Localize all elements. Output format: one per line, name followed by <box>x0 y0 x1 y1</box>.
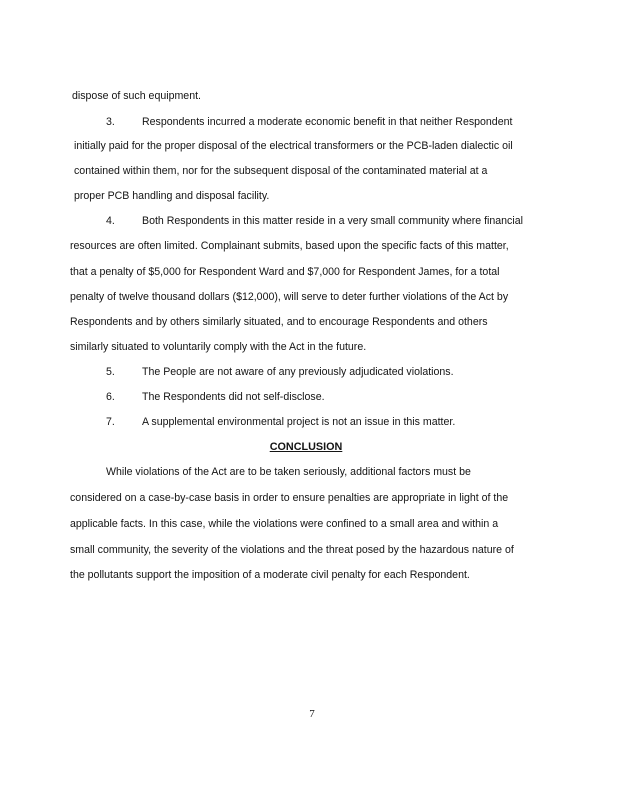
item-number: 6. <box>106 391 115 403</box>
item-number: 4. <box>106 215 115 227</box>
continued-line: dispose of such equipment. <box>72 90 201 102</box>
page-number: 7 <box>309 708 315 720</box>
conclusion-heading: CONCLUSION <box>269 441 343 453</box>
item-text-line: Respondents incurred a moderate economic benefit in that neither Respondent <box>142 116 513 128</box>
item-number: 5. <box>106 366 115 378</box>
paragraph-line: the pollutants support the imposition of a moderate civil penalty for each Respondent. <box>70 569 470 581</box>
item-text-line: that a penalty of $5,000 for Respondent Ward and $7,000 for Respondent James, for a total <box>70 266 500 278</box>
item-text-line: penalty of twelve thousand dollars ($12,000), will serve to deter further violations of the Act by <box>70 291 509 303</box>
item-text-line: The People are not aware of any previously adjudicated violations. <box>142 366 454 378</box>
item-text-line: contained within them, nor for the subsequent disposal of the contaminated material at a <box>74 165 488 177</box>
paragraph-line: small community, the severity of the violations and the threat posed by the hazardous nature of <box>70 544 514 556</box>
paragraph-line: applicable facts. In this case, while the violations were confined to a small area and within a <box>70 518 499 530</box>
item-text-line: Both Respondents in this matter reside in a very small community where financial <box>142 215 523 227</box>
item-text-line: Respondents and by others similarly situated, and to encourage Respondents and others <box>70 316 488 328</box>
item-text-line: proper PCB handling and disposal facility. <box>74 190 270 202</box>
item-number: 7. <box>106 416 115 428</box>
item-text-line: initially paid for the proper disposal of the electrical transformers or the PCB-laden dialectic oil <box>74 140 513 152</box>
item-text-line: similarly situated to voluntarily comply with the Act in the future. <box>70 341 367 353</box>
paragraph-line: considered on a case-by-case basis in order to ensure penalties are appropriate in light of the <box>70 492 509 504</box>
item-text-line: resources are often limited. Complainant submits, based upon the specific facts of this matter, <box>70 240 509 252</box>
item-text-line: The Respondents did not self-disclose. <box>142 391 325 403</box>
item-number: 3. <box>106 116 115 128</box>
item-text-line: A supplemental environmental project is not an issue in this matter. <box>142 416 456 428</box>
paragraph-line: While violations of the Act are to be taken seriously, additional factors must be <box>106 466 471 478</box>
